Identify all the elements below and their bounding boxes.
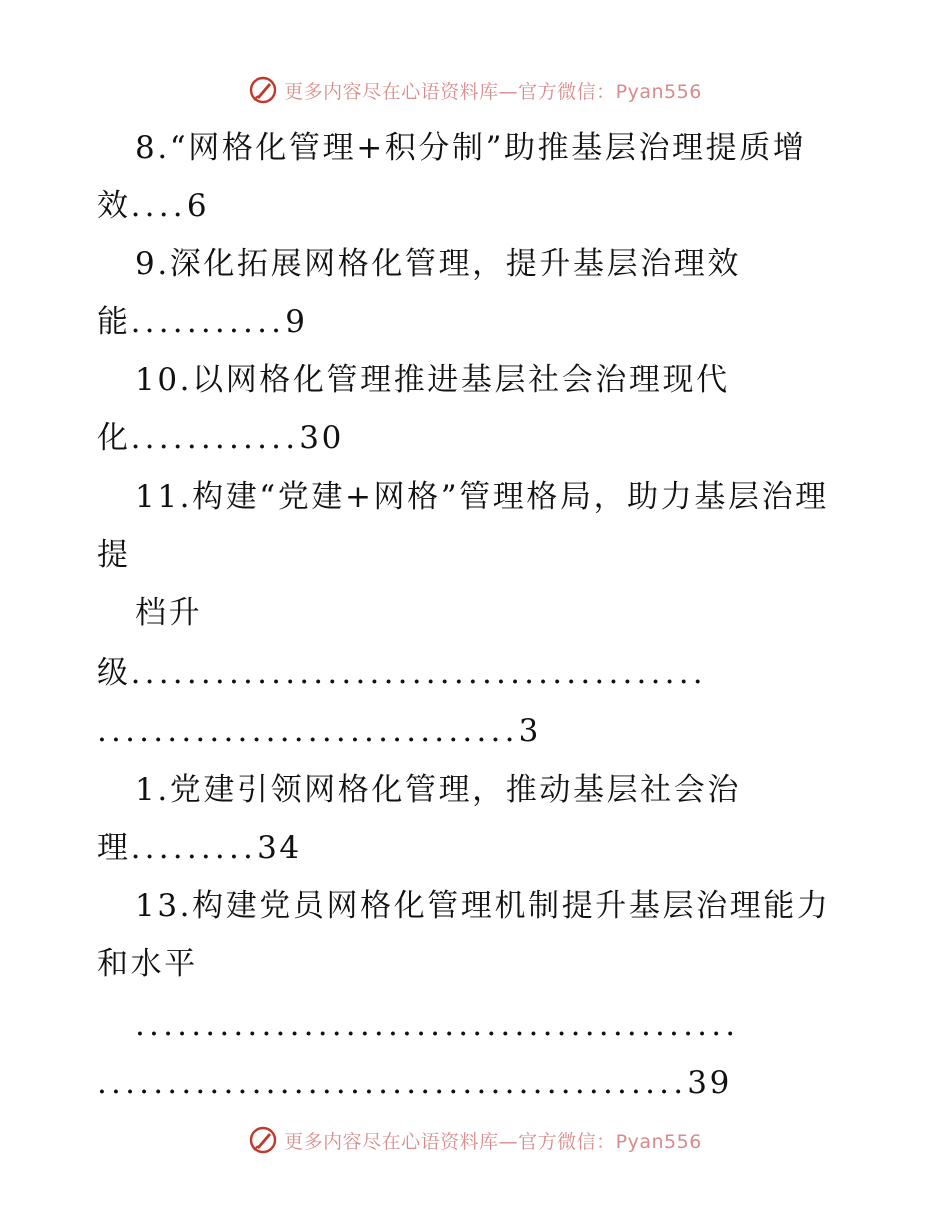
toc-entry-11-wrap-2: 档升 (135, 595, 203, 631)
toc-entry-13-wrap-1: 和水平 (97, 946, 198, 982)
toc-entry-12-title: 1.党建引领网格化管理，推动基层社会治 (135, 772, 741, 808)
toc-dots: ........................................... (135, 1007, 740, 1043)
toc-page-number: 39 (687, 1065, 732, 1101)
toc-entry-10-title: 10.以网格化管理推进基层社会治理现代 (135, 362, 730, 398)
toc-dots: ............ (130, 420, 300, 456)
toc-entry-9-title: 9.深化拓展网格化管理，提升基层治理效 (135, 246, 741, 282)
toc-dots: .... (130, 188, 187, 224)
toc-entry-8-title: 8.“网格化管理+积分制”助推基层治理提质增 (135, 130, 807, 166)
toc-entry-13-leader (135, 1005, 739, 1045)
watermark-text: 更多内容尽在心语资料库—官方微信：Pyan556 (284, 80, 702, 103)
toc-entry-11-leader-cont (97, 711, 541, 751)
toc-entry-13-title: 13.构建党员网格化管理机制提升基层治理能力 (135, 888, 831, 924)
toc-page-number: 30 (299, 420, 344, 456)
toc-dots: .............................. (97, 713, 519, 749)
toc-entry-12-leader (97, 828, 302, 868)
quill-logo-icon (248, 1125, 278, 1155)
toc-dots: ......................................... (130, 655, 707, 691)
toc-entry-8-tail: 效 (97, 188, 131, 224)
toc-entry-8-leader (97, 186, 209, 226)
toc-entry-13-leader-cont (97, 1063, 732, 1103)
toc-entry-11-title: 11.构建“党建+网格”管理格局，助力基层治理 (135, 479, 829, 515)
toc-page-number: 3 (518, 713, 541, 749)
watermark-text: 更多内容尽在心语资料库—官方微信：Pyan556 (284, 1130, 702, 1153)
toc-dots: ........... (130, 304, 286, 340)
toc-entry-11-wrap-1: 提 (97, 537, 131, 573)
toc-entry-9-tail: 能 (97, 304, 131, 340)
toc-dots: ......... (130, 830, 258, 866)
toc-entry-10-leader (97, 418, 344, 458)
toc-page-number: 9 (285, 304, 308, 340)
footer-watermark (0, 1120, 950, 1160)
toc-entry-11-tail: 级 (97, 655, 131, 691)
toc-entry-12-tail: 理 (97, 830, 131, 866)
toc-entry-9-leader (97, 302, 308, 342)
header-watermark (0, 70, 950, 110)
toc-entry-11-leader (97, 653, 707, 693)
toc-page-number: 34 (257, 830, 302, 866)
toc-page-number: 6 (186, 188, 210, 224)
toc-dots: .......................................... (97, 1065, 688, 1101)
toc-entry-10-tail: 化 (97, 420, 131, 456)
quill-logo-icon (248, 75, 278, 105)
